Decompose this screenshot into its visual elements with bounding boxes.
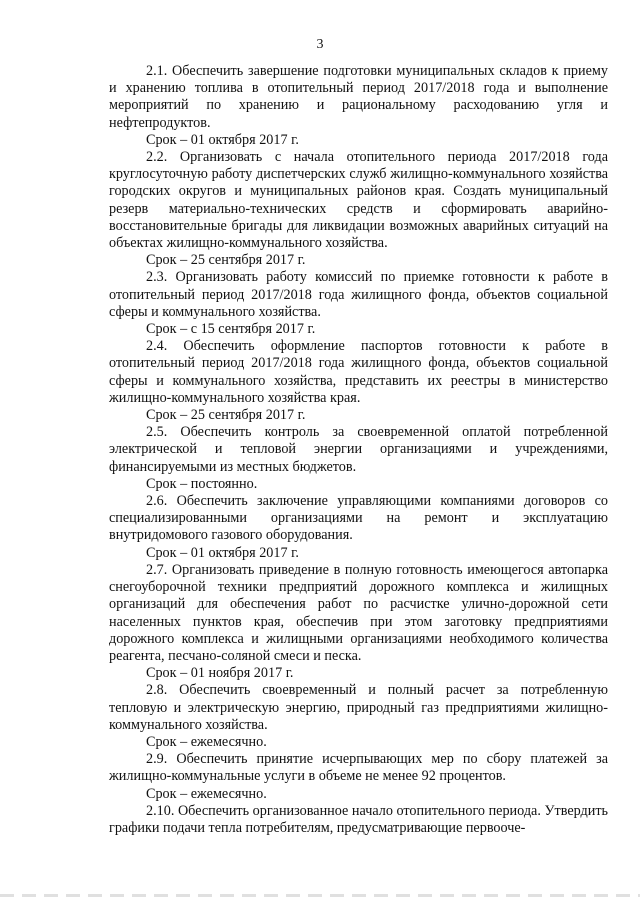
deadline-2-7: Срок – 01 ноября 2017 г. <box>146 665 294 682</box>
paragraph-2-7: 2.7. Организовать приведение в полную готовность имеющегося автопарка снегоуборочной техники предприятий дорожного комплекса и жилищных организаций для обеспечения работ по расчистке улично-дорожной сети населенных пунктов края, обеспечив при этом заготовку предприятиями дорожного комплекса и жилищными организациями необходимого количества реагента, песчано-соляной смеси и песка. <box>109 561 608 664</box>
paragraph-2-9: 2.9. Обеспечить принятие исчерпывающих мер по сбору платежей за жилищно-коммунальные услуги в объеме не менее 92 процентов. <box>109 751 608 785</box>
paragraph-2-4: 2.4. Обеспечить оформление паспортов готовности к работе в отопительный период 2017/2018 года жилищного фонда, объектов социальной сферы и коммунального хозяйства, представить их реестры в министерство жилищно-коммунального хозяйства края. <box>109 338 608 406</box>
deadline-2-6: Срок – 01 октября 2017 г. <box>146 544 299 561</box>
paragraph-2-3: 2.3. Организовать работу комиссий по приемке готовности к работе в отопительный период 2017/2018 года жилищного фонда, объектов социальной сферы и коммунального хозяйства. <box>109 269 608 320</box>
paragraph-2-10: 2.10. Обеспечить организованное начало отопительного периода. Утвердить графики подачи тепла потребителям, предусматривающие первооче- <box>109 802 608 836</box>
document-body <box>109 63 608 837</box>
paragraph-2-5: 2.5. Обеспечить контроль за своевременной оплатой потребленной электрической и тепловой энергии организациями и учреждениями, финансируемыми из местных бюджетов. <box>109 424 608 475</box>
paragraph-2-1: 2.1. Обеспечить завершение подготовки муниципальных складов к приему и хранению топлива в отопительный период 2017/2018 года и выполнение мероприятий по хранению и рациональному расходованию угля и нефтепродуктов. <box>109 63 608 131</box>
deadline-2-2: Срок – 25 сентября 2017 г. <box>146 252 306 269</box>
paragraph-2-8: 2.8. Обеспечить своевременный и полный расчет за потребленную тепловую и электрическую энергию, природный газ предприятиями жилищно-коммунального хозяйства. <box>109 682 608 733</box>
paragraph-2-6: 2.6. Обеспечить заключение управляющими компаниями договоров со специализированными организациями на ремонт и эксплуатацию внутридомового газового оборудования. <box>109 493 608 544</box>
deadline-2-4: Срок – 25 сентября 2017 г. <box>146 407 306 424</box>
deadline-2-5: Срок – постоянно. <box>146 475 258 492</box>
deadline-2-3: Срок – с 15 сентября 2017 г. <box>146 321 316 338</box>
deadline-2-1: Срок – 01 октября 2017 г. <box>146 131 299 148</box>
page-number: 3 <box>316 37 324 52</box>
paragraph-2-2: 2.2. Организовать с начала отопительного периода 2017/2018 года круглосуточную работу диспетчерских служб жилищно-коммунального хозяйства городских округов и муниципальных районов края. Создать муниципальный резерв материально-технических средств и сформировать аварийно-восстановительные бригады для ликвидации возможных аварийных ситуаций на объектах жилищно-коммунального хозяйства. <box>109 149 608 252</box>
deadline-2-8: Срок – ежемесячно. <box>146 733 267 750</box>
scan-edge-artifact <box>0 894 640 897</box>
deadline-2-9: Срок – ежемесячно. <box>146 785 267 802</box>
